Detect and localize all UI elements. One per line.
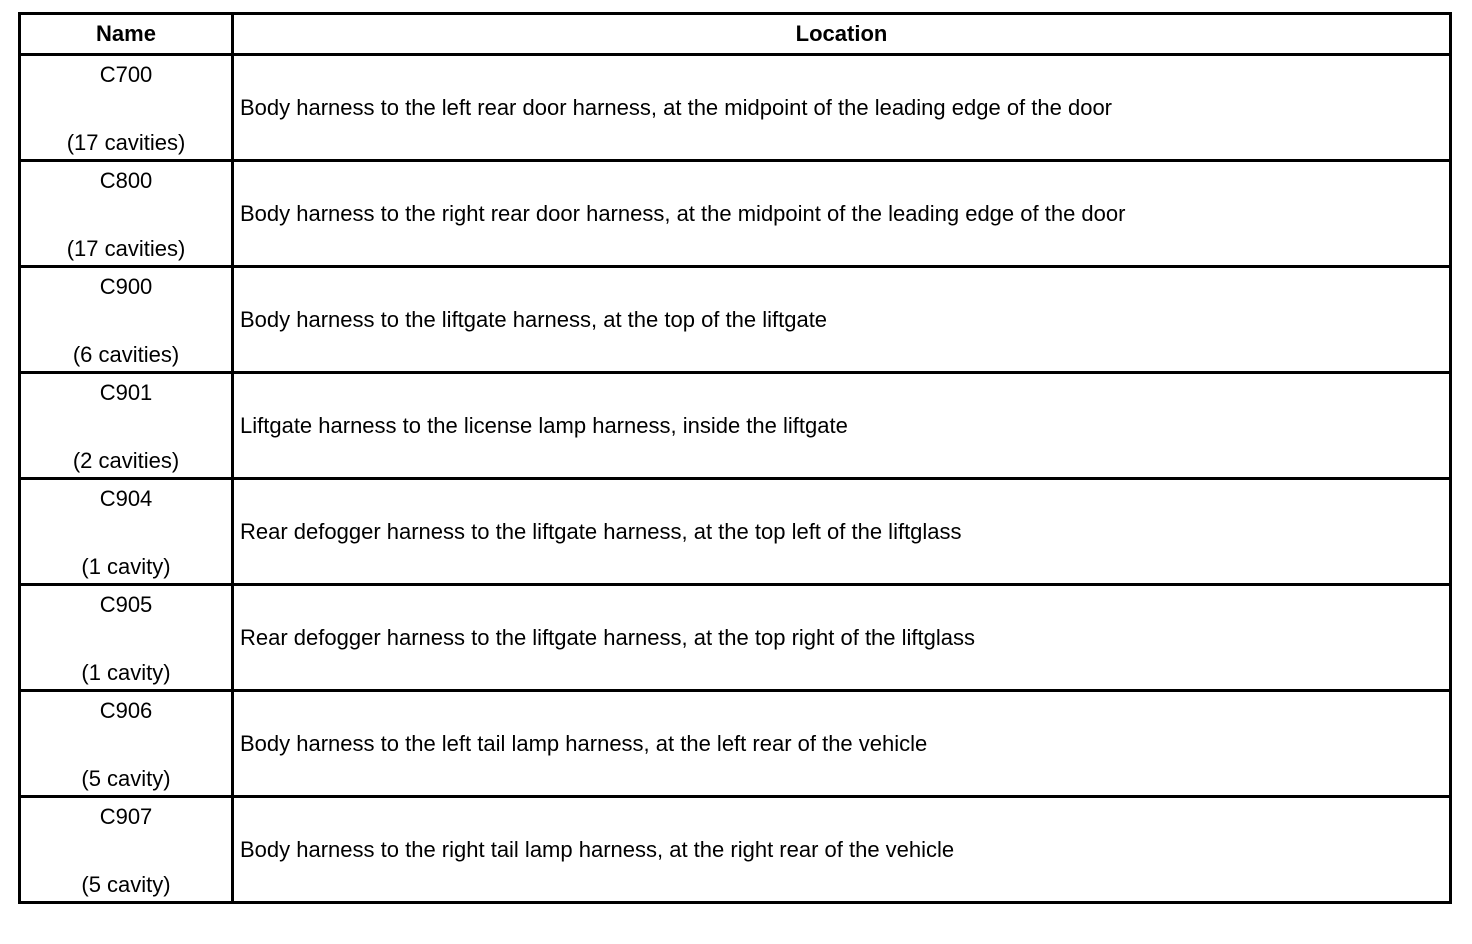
connector-name: C907 — [99, 803, 153, 829]
connector-name: C906 — [99, 697, 153, 723]
name-cell — [20, 691, 233, 797]
connector-name: C901 — [99, 379, 153, 405]
name-cell — [20, 585, 233, 691]
location-cell: Body harness to the left tail lamp harness, at the left rear of the vehicle — [233, 691, 1451, 797]
connector-cavities: (1 cavity) — [81, 659, 171, 685]
table-header-row — [20, 14, 1451, 55]
table-row — [20, 373, 1451, 479]
location-cell: Body harness to the liftgate harness, at the top of the liftgate — [233, 267, 1451, 373]
connector-name: C905 — [99, 591, 153, 617]
name-cell — [20, 267, 233, 373]
location-cell: Liftgate harness to the license lamp harness, inside the liftgate — [233, 373, 1451, 479]
connector-table-container — [18, 12, 1449, 904]
connector-name: C904 — [99, 485, 153, 511]
connector-cavities: (2 cavities) — [72, 447, 180, 473]
name-cell — [20, 161, 233, 267]
connector-name: C800 — [99, 167, 153, 193]
name-cell — [20, 797, 233, 903]
header-name: Name — [20, 14, 233, 55]
location-cell: Body harness to the left rear door harness, at the midpoint of the leading edge of the door — [233, 55, 1451, 161]
connector-name: C700 — [99, 61, 153, 87]
connector-cavities: (5 cavity) — [81, 871, 171, 897]
connector-cavities: (5 cavity) — [81, 765, 171, 791]
name-cell — [20, 373, 233, 479]
location-cell: Rear defogger harness to the liftgate harness, at the top left of the liftglass — [233, 479, 1451, 585]
location-cell: Rear defogger harness to the liftgate harness, at the top right of the liftglass — [233, 585, 1451, 691]
connector-cavities: (6 cavities) — [72, 341, 180, 367]
connector-cavities: (1 cavity) — [81, 553, 171, 579]
table-row — [20, 161, 1451, 267]
connector-name: C900 — [99, 273, 153, 299]
table-row — [20, 585, 1451, 691]
table-row — [20, 797, 1451, 903]
location-cell: Body harness to the right rear door harness, at the midpoint of the leading edge of the door — [233, 161, 1451, 267]
name-cell — [20, 479, 233, 585]
location-cell: Body harness to the right tail lamp harness, at the right rear of the vehicle — [233, 797, 1451, 903]
header-location: Location — [233, 14, 1451, 55]
table-row — [20, 55, 1451, 161]
table-row — [20, 479, 1451, 585]
connector-cavities: (17 cavities) — [66, 129, 186, 155]
table-row — [20, 691, 1451, 797]
name-cell — [20, 55, 233, 161]
connector-table — [18, 12, 1452, 904]
connector-cavities: (17 cavities) — [66, 235, 186, 261]
table-row — [20, 267, 1451, 373]
